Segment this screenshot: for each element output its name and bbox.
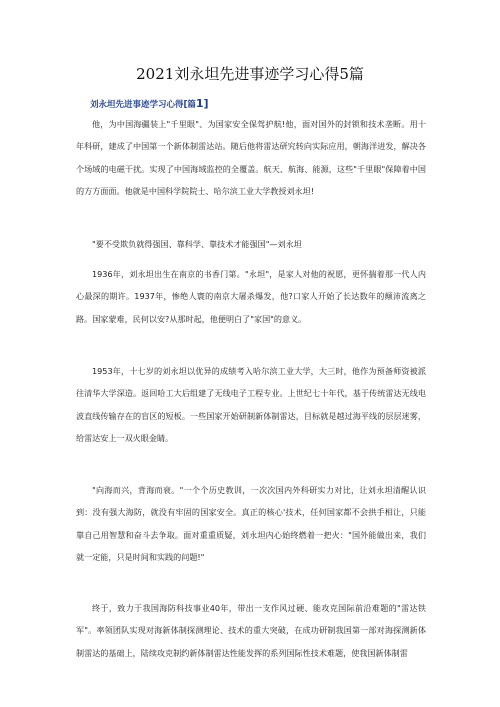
paragraph-achievement: 终于，致力于我国海防科技事业40年，带出一支作风过硬、能攻克国际前沿难题的"雷达铁军"。率领团队实现对海新体制探测理论、技术的重大突破，在成功研制我国第一部对海探测新体制雷达的基础上，陆续攻克制约新体制雷达性能发挥的系列国际性技术难题，使我国新体制雷 [76, 603, 426, 658]
section-heading [90, 97, 209, 110]
section-heading-text: 刘永坦先进事迹学习心得[篇 [90, 100, 196, 110]
paragraph-intro: 他，为中国海疆装上"千里眼"、为国家安全保驾护航!他，面对国外的封锁和技术垄断。用十年科研，建成了中国第一个新体制雷达站。随后他将雷达研究转向实际应用，朝海洋进发，解决各个场域的电磁干扰。实现了中国海域监控的全覆盖。航天、航海、能源，这些"千里眼"保障着中国的方方面面。他就是中国科学院院士、哈尔滨工业大学教授刘永坦! [76, 119, 426, 197]
section-heading-number: 1] [195, 97, 209, 110]
paragraph-quote: "要不受欺负就得强国、靠科学、靠技术才能强国"—刘永坦 [92, 239, 302, 249]
paragraph-sea-defense: "向海而兴，背海而衰。"一个个历史教训，一次次国内外科研实力对比，让刘永坦清醒认识到：没有强大海防，就没有牢固的国家安全。真正的核心'技术，任何国家都不会拱手相让，只能靠自己用智慧和奋斗去争取。面对重重质疑，刘永坦内心始终燃着一把火："国外能做出来，我们就一定能，只是时间和实践的问题!" [76, 485, 426, 563]
paragraph-1953: 1953年，十七岁的刘永坦以优异的成绩考入哈尔滨工业大学，大三时，他作为预备师资被派往清华大学深造。返回哈工大后组建了无线电子工程专业。上世纪七十年代，基于传统雷达无线电波直线传输存在的盲区的短板。一些国家开始研制新体制雷达，目标就是越过海平线的层层迷雾，给雷达安上一双火眼金睛。 [76, 366, 426, 444]
paragraph-1936: 1936年，刘永坦出生在南京的书香门第。"永坦"，是家人对他的祝愿，更怀揣着那一代人内心最深的期许。1937年，惨绝人寰的南京大屠杀爆发，他?口家人开始了长达数年的颠沛流离之路。国家蒙难，民何以安?从那时起，他便明白了"家国"的意义。 [76, 269, 426, 324]
document-title: 2021刘永坦先进事迹学习心得5篇 [136, 65, 364, 83]
